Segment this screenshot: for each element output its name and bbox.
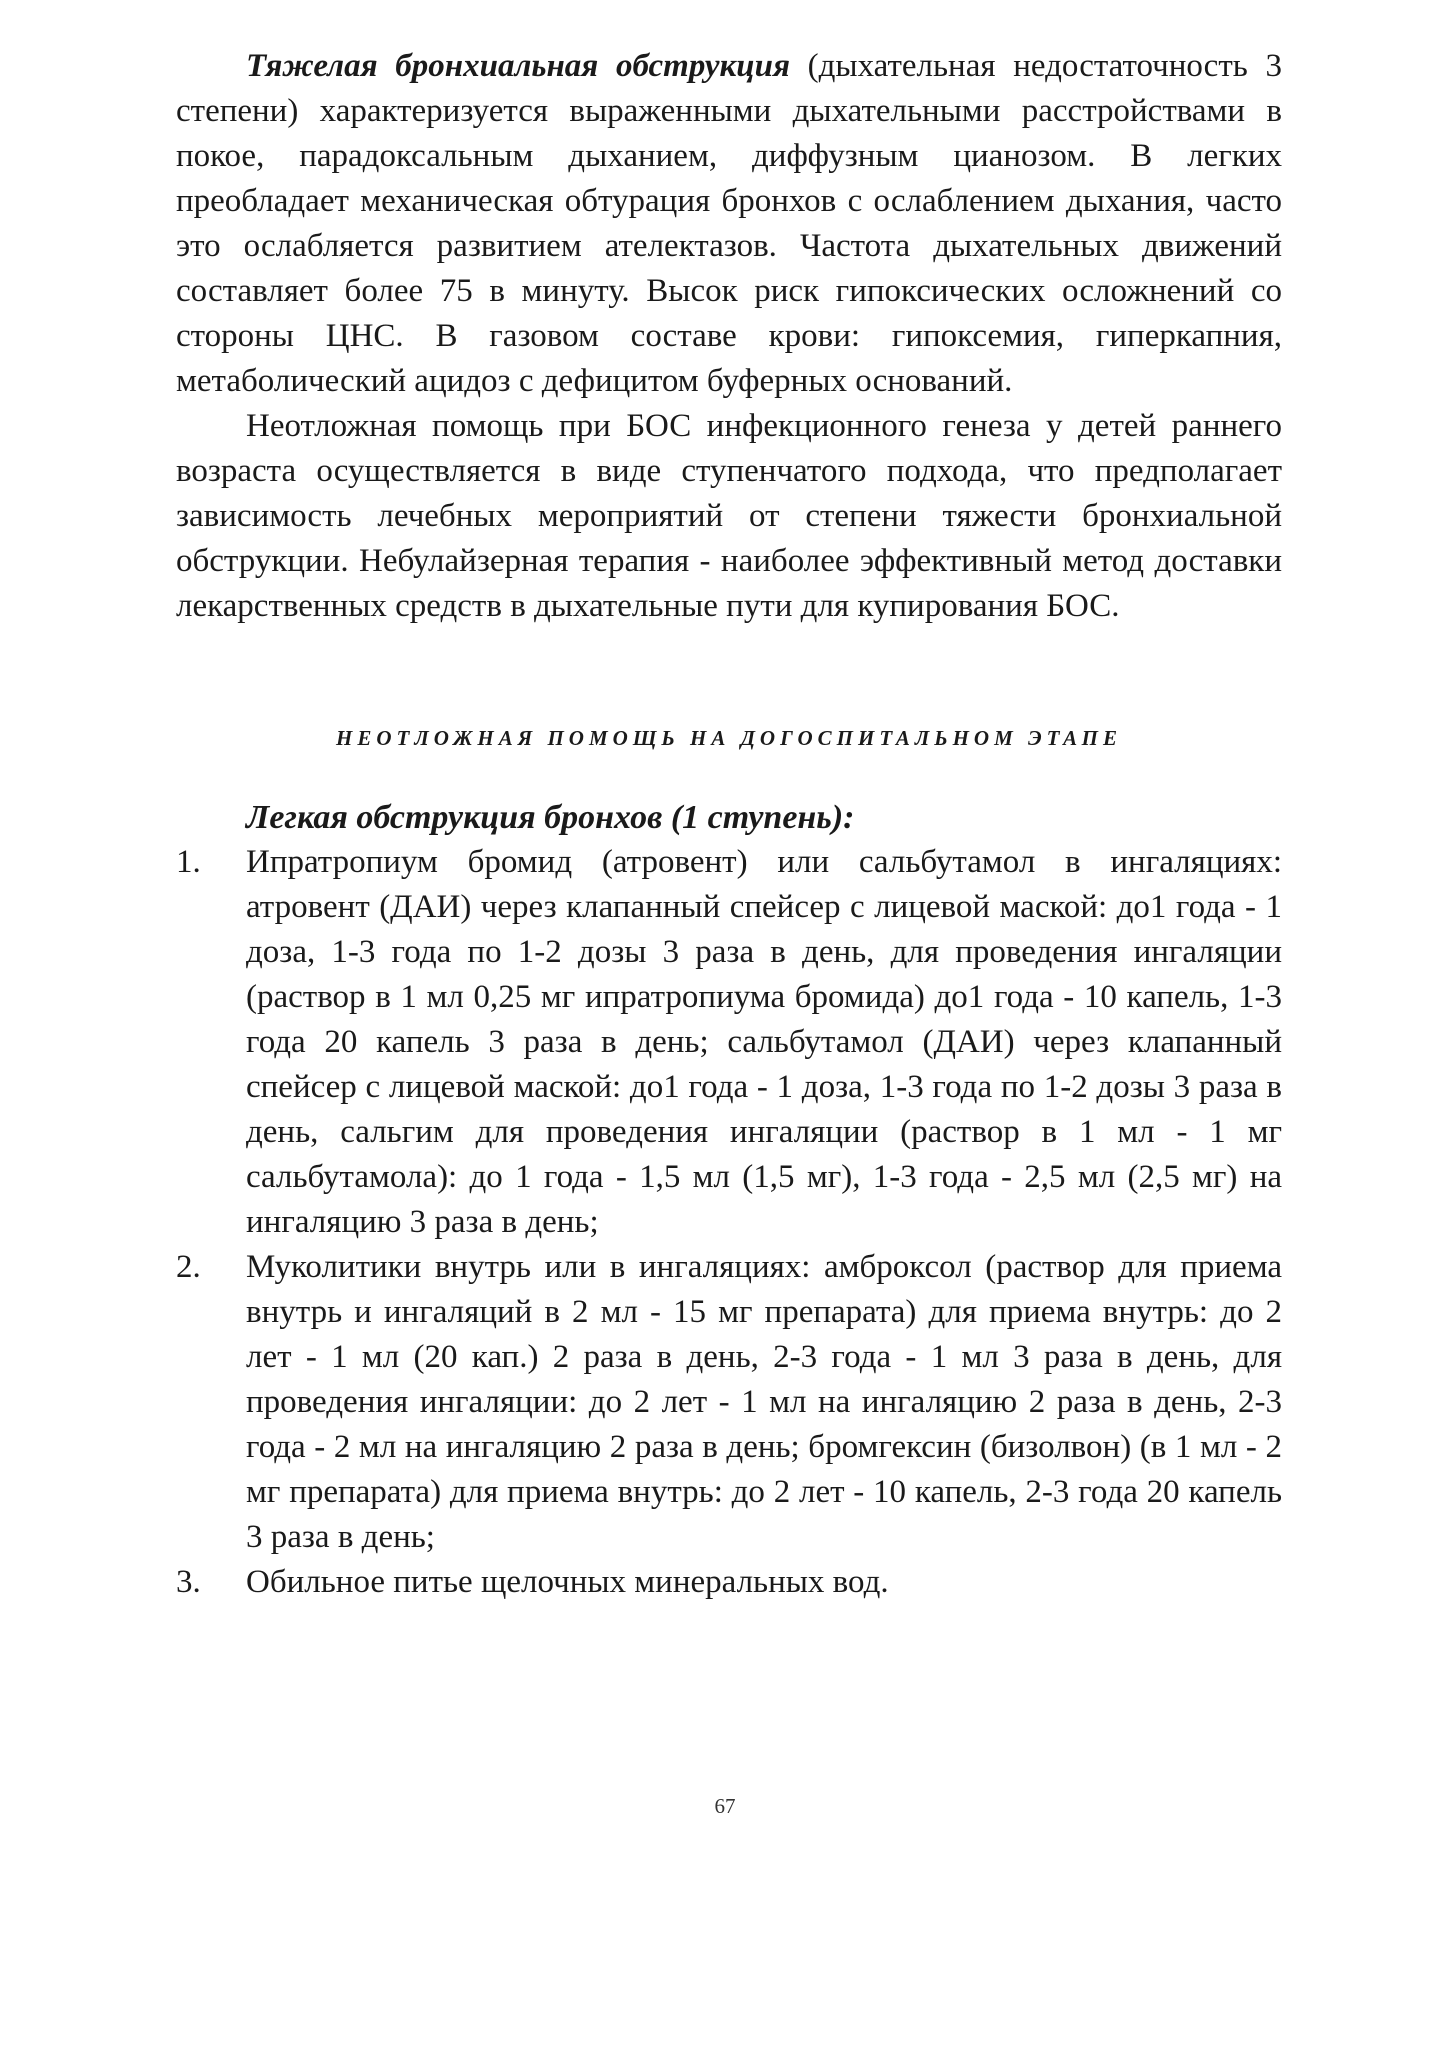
list-item — [176, 840, 1282, 1245]
document-page — [176, 44, 1282, 1605]
paragraph-lead-term: Тяжелая бронхиальная обструкция — [246, 48, 790, 84]
list-item-number: 3. — [176, 1564, 201, 1600]
paragraph-severe-obstruction — [176, 44, 1282, 404]
paragraph-body-text: (дыхательная недостаточность 3 степени) характеризуется выраженными дыхательными расстройствами в покое, парадоксальным дыханием, диффузным цианозом. В легких преобладает механическая обтурация бронхов с ослаблением дыхания, часто это ослабляется развитием ателектазов. Частота дыхательных движений составляет более 75 в минуту. Высок риск гипоксических осложнений со стороны ЦНС. В газовом составе крови: гипоксемия, гиперкапния, метаболический ацидоз с дефицитом буферных оснований. — [176, 48, 1282, 399]
list-item-number: 1. — [176, 844, 201, 880]
list-item-number: 2. — [176, 1249, 201, 1285]
subheading-mild-obstruction: Легкая обструкция бронхов (1 ступень): — [246, 799, 855, 836]
page-number: 67 — [714, 1794, 736, 1818]
paragraph-emergency-care: Неотложная помощь при БОС инфекционного генеза у детей раннего возраста осуществляется в виде ступенчатого подхода, что предполагает зависимость лечебных мероприятий от степени тяжести бронхиальной обструкции. Небулайзерная терапия - наиболее эффективный метод доставки лекарственных средств в дыхательные пути для купирования БОС. — [176, 408, 1282, 624]
treatment-list — [176, 840, 1282, 1605]
list-item-text: Обильное питье щелочных минеральных вод. — [246, 1564, 889, 1600]
list-item — [176, 1560, 1282, 1605]
list-item-text: Ипратропиум бромид (атровент) или сальбутамол в ингаляциях: атровент (ДАИ) через клапанный спейсер с лицевой маской: до1 года - 1 доза, 1-3 года по 1-2 дозы 3 раза в день, для проведения ингаляции (раствор в 1 мл 0,25 мг ипратропиума бромида) до1 года - 10 капель, 1-3 года 20 капель 3 раза в день; сальбутамол (ДАИ) через клапанный спейсер с лицевой маской: до1 года - 1 доза, 1-3 года по 1-2 дозы 3 раза в день, сальгим для проведения ингаляции (раствор в 1 мл - 1 мг сальбутамола): до 1 года - 1,5 мл (1,5 мг), 1-3 года - 2,5 мл (2,5 мг) на ингаляцию 3 раза в день; — [246, 844, 1282, 1240]
list-item-text: Муколитики внутрь или в ингаляциях: амброксол (раствор для приема внутрь и ингаляций в 2 мл - 15 мг препарата) для приема внутрь: до 2 лет - 1 мл (20 кап.) 2 раза в день, 2-3 года - 1 мл 3 раза в день, для проведения ингаляции: до 2 лет - 1 мл на ингаляцию 2 раза в день, 2-3 года - 2 мл на ингаляцию 2 раза в день; бромгексин (бизолвон) (в 1 мл - 2 мг препарата) для приема внутрь: до 2 лет - 10 капель, 2-3 года 20 капель 3 раза в день; — [246, 1249, 1282, 1555]
section-heading: НЕОТЛОЖНАЯ ПОМОЩЬ НА ДОГОСПИТАЛЬНОМ ЭТАПЕ — [336, 726, 1122, 750]
list-item — [176, 1245, 1282, 1560]
